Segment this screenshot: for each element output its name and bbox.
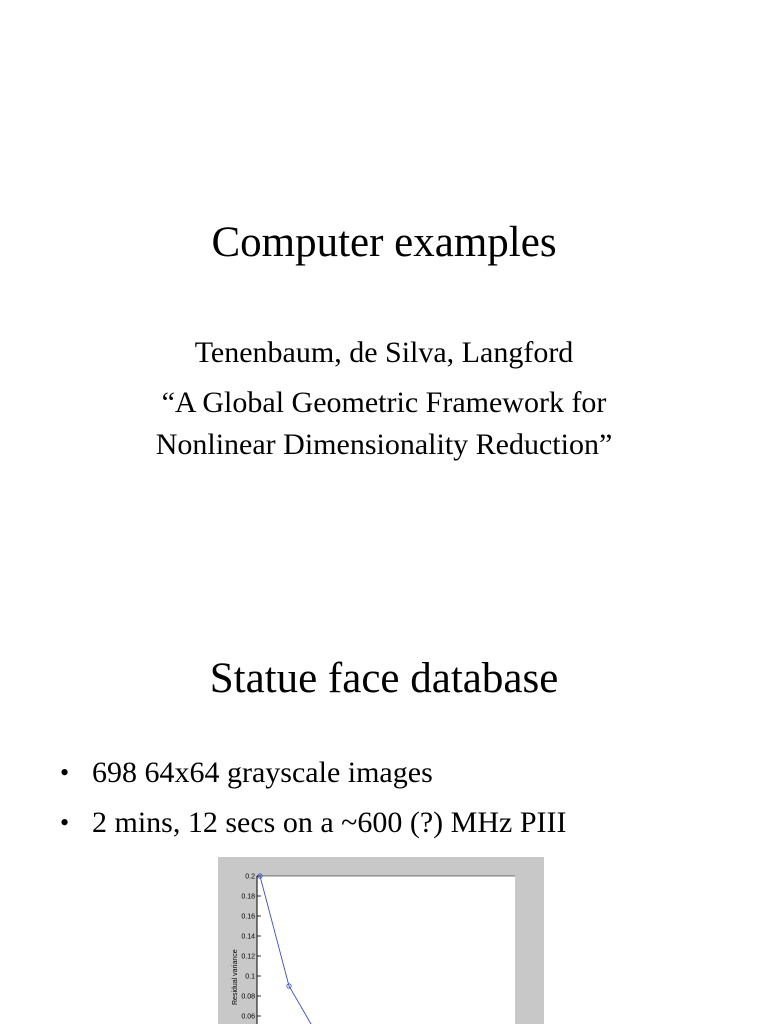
authors: Tenenbaum, de Silva, Langford [194,336,574,369]
bullet-dot-icon: • [60,758,70,787]
residual-variance-chart [218,857,544,1024]
y-tick-label: 0.1 [245,973,255,981]
slide2-title: Statue face database [209,655,559,702]
bullet-item [60,748,566,798]
residual-variance-figure [218,857,544,1024]
y-tick-label: 0.16 [241,913,255,921]
bullet-dot-icon: • [60,808,70,837]
y-tick-label: 0.08 [241,993,255,1001]
y-tick-label: 0.06 [241,1013,255,1021]
y-axis-label: Residual variance [232,949,239,1005]
bullet-list [60,748,566,848]
plot-area [257,876,515,1024]
bullet-item [60,798,566,848]
slide1-title: Computer examples [211,219,557,266]
y-tick-label: 0.14 [241,933,255,941]
paper-title-line2: Nonlinear Dimensionality Reduction” [155,428,613,461]
y-tick-label: 0.18 [241,893,255,901]
y-tick-label: 0.12 [241,953,255,961]
y-tick-label: 0.2 [245,873,255,881]
bullet-text: 698 64x64 grayscale images [92,756,433,789]
paper-title-line1: “A Global Geometric Framework for [161,386,607,419]
bullet-text: 2 mins, 12 secs on a ~600 (?) MHz PIII [92,806,567,839]
